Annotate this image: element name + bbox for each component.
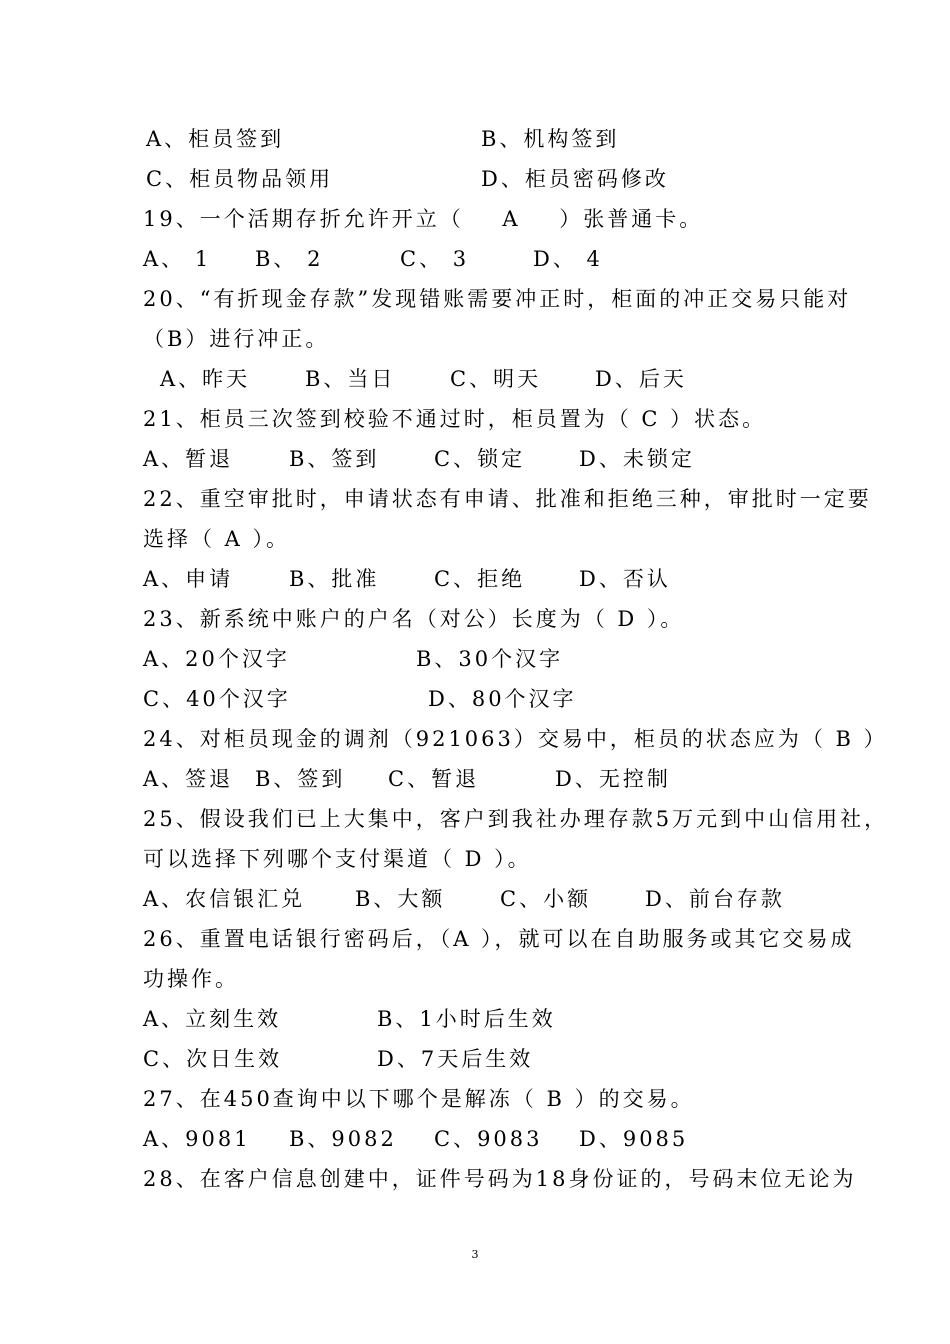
question-21 — [0, 404, 767, 434]
option-d: D、7天后生效 — [377, 1047, 534, 1071]
option-b: B、签到 — [255, 767, 346, 791]
option-c: C、柜员物品领用 — [146, 167, 334, 191]
text-line-option — [0, 124, 620, 154]
option-d: D、柜员密码修改 — [481, 167, 669, 191]
question-24 — [0, 724, 888, 754]
option-d: D、9085 — [579, 1127, 689, 1151]
option-b: B、1小时后生效 — [377, 1007, 556, 1031]
question-text: 25、假设我们已上大集中，客户到我社办理存款5万元到中山信用社， — [143, 807, 889, 831]
text-line-option — [0, 564, 671, 594]
question-23 — [0, 604, 685, 634]
question-text: 26、重置电话银行密码后，（A ），就可以在自助服务或其它交易成 — [143, 927, 855, 951]
option-c: C、暂退 — [388, 767, 480, 791]
question-text: 24、对柜员现金的调剂（921063）交易中，柜员的状态应为（ B ） — [143, 727, 888, 751]
question-20-continued — [0, 324, 330, 354]
option-a: A、9081 — [143, 1127, 251, 1151]
option-d: D、无控制 — [555, 767, 671, 791]
option-c: C、9083 — [434, 1127, 543, 1151]
question-22-continued — [0, 524, 291, 554]
option-d: D、80个汉字 — [428, 687, 577, 711]
text-line-option — [0, 1044, 534, 1074]
option-b: B、 2 — [255, 247, 324, 271]
question-26-continued — [0, 964, 239, 994]
text-line-option — [0, 364, 687, 394]
option-b: B、机构签到 — [481, 127, 620, 151]
option-a: A、农信银汇兑 — [143, 887, 306, 911]
text-line-option — [0, 764, 671, 794]
question-19 — [0, 204, 704, 234]
question-26 — [0, 924, 855, 954]
option-b: B、9082 — [289, 1127, 397, 1151]
option-d: D、 4 — [533, 247, 603, 271]
option-a: A、申请 — [143, 567, 234, 591]
question-text: 22、重空审批时，申请状态有申请、批准和拒绝三种，审批时一定要 — [143, 487, 872, 511]
question-text: 20、“有折现金存款”发现错账需要冲正时，柜面的冲正交易只能对 — [143, 287, 852, 311]
text-line-option — [0, 684, 577, 714]
question-25 — [0, 804, 889, 834]
option-c: C、小额 — [500, 887, 592, 911]
question-text: 选择（ A ）。 — [143, 527, 291, 551]
question-text: 19、一个活期存折允许开立（ A ）张普通卡。 — [143, 207, 704, 231]
option-a: A、 1 — [143, 247, 212, 271]
text-line-option — [0, 884, 785, 914]
option-a: A、暂退 — [143, 447, 234, 471]
option-c: C、次日生效 — [143, 1047, 283, 1071]
question-text: 可以选择下列哪个支付渠道（ D ）。 — [143, 847, 532, 871]
option-a: A、柜员签到 — [146, 127, 285, 151]
question-20 — [0, 284, 852, 314]
question-27 — [0, 1084, 695, 1114]
option-c: C、拒绝 — [434, 567, 526, 591]
question-text: 功操作。 — [143, 967, 239, 991]
text-line-option — [0, 1124, 689, 1154]
question-22 — [0, 484, 872, 514]
option-d: D、前台存款 — [645, 887, 785, 911]
question-25-continued — [0, 844, 532, 874]
text-line-option — [0, 644, 564, 674]
text-line-option — [0, 164, 669, 194]
option-a: A、签退 — [143, 767, 234, 791]
option-b: B、30个汉字 — [416, 647, 564, 671]
option-b: B、批准 — [289, 567, 380, 591]
question-text: 21、柜员三次签到校验不通过时，柜员置为（ C ）状态。 — [143, 407, 767, 431]
option-a: A、20个汉字 — [143, 647, 290, 671]
question-text: （B）进行冲正。 — [143, 327, 330, 351]
option-c: C、锁定 — [434, 447, 526, 471]
option-b: B、当日 — [305, 367, 396, 391]
text-line-option — [0, 444, 695, 474]
option-a: A、昨天 — [160, 367, 251, 391]
option-d: D、未锁定 — [579, 447, 695, 471]
option-a: A、立刻生效 — [143, 1007, 282, 1031]
text-line-option — [0, 244, 603, 274]
option-c: C、 3 — [400, 247, 470, 271]
option-d: D、否认 — [579, 567, 671, 591]
question-text: 28、在客户信息创建中，证件号码为18身份证的，号码末位无论为 — [143, 1167, 857, 1191]
page-number: 3 — [471, 1248, 479, 1261]
text-line-option — [0, 1004, 556, 1034]
option-c: C、明天 — [450, 367, 542, 391]
question-text: 23、新系统中账户的户名（对公）长度为（ D ）。 — [143, 607, 685, 631]
question-28 — [0, 1164, 857, 1194]
option-d: D、后天 — [595, 367, 687, 391]
question-text: 27、在450查询中以下哪个是解冻（ B ）的交易。 — [143, 1087, 695, 1111]
option-b: B、大额 — [355, 887, 446, 911]
option-b: B、签到 — [289, 447, 380, 471]
option-c: C、40个汉字 — [143, 687, 291, 711]
